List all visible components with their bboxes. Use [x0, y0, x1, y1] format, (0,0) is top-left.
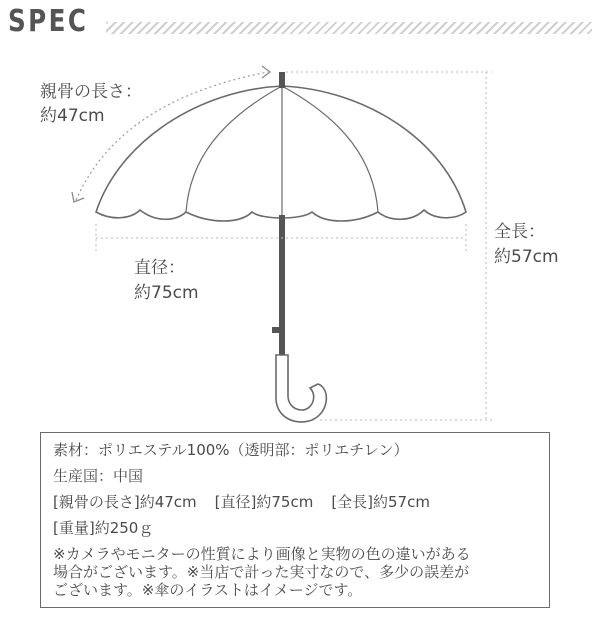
length-value: 約57cm — [494, 247, 559, 267]
spec-rib: [親骨の長さ]約47cm — [53, 493, 197, 511]
umbrella-canopy — [96, 86, 466, 221]
umbrella-handle — [276, 355, 326, 422]
spec-origin: 生産国：中国 — [53, 467, 144, 485]
spec-note — [53, 545, 537, 599]
rib-length-value: 約47cm — [40, 106, 105, 126]
spec-weight: [重量]約250ｇ — [53, 519, 154, 537]
spec-material: 素材：ポリエステル100%（透明部：ポリエチレン） — [53, 441, 409, 459]
diameter-value: 約75cm — [134, 283, 199, 303]
spec-note-line: ※カメラやモニターの性質により画像と実物の色の違いがある — [53, 545, 471, 563]
umbrella-slider — [272, 327, 282, 333]
page-title: SPEC — [8, 4, 89, 39]
umbrella-shaft — [279, 215, 285, 355]
length-label: 全長： — [494, 222, 545, 242]
spec-box — [40, 432, 550, 608]
spec-diameter: [直径]約75cm — [214, 493, 314, 511]
rib-arrow-head-top — [262, 66, 270, 78]
spec-note-line: ございます。※傘のイラストはイメージです。 — [53, 581, 363, 599]
diameter-label: 直径： — [134, 258, 185, 278]
rib-length-label: 親骨の長さ： — [40, 82, 142, 102]
rib-arrow-head-bottom — [72, 192, 84, 202]
spec-length: [全長]約57cm — [331, 493, 430, 511]
umbrella-tip — [279, 72, 285, 88]
spec-dimensions — [53, 489, 537, 515]
spec-note-line: 場合がございます。※当店で計った実寸なので、多少の誤差が — [53, 563, 470, 581]
